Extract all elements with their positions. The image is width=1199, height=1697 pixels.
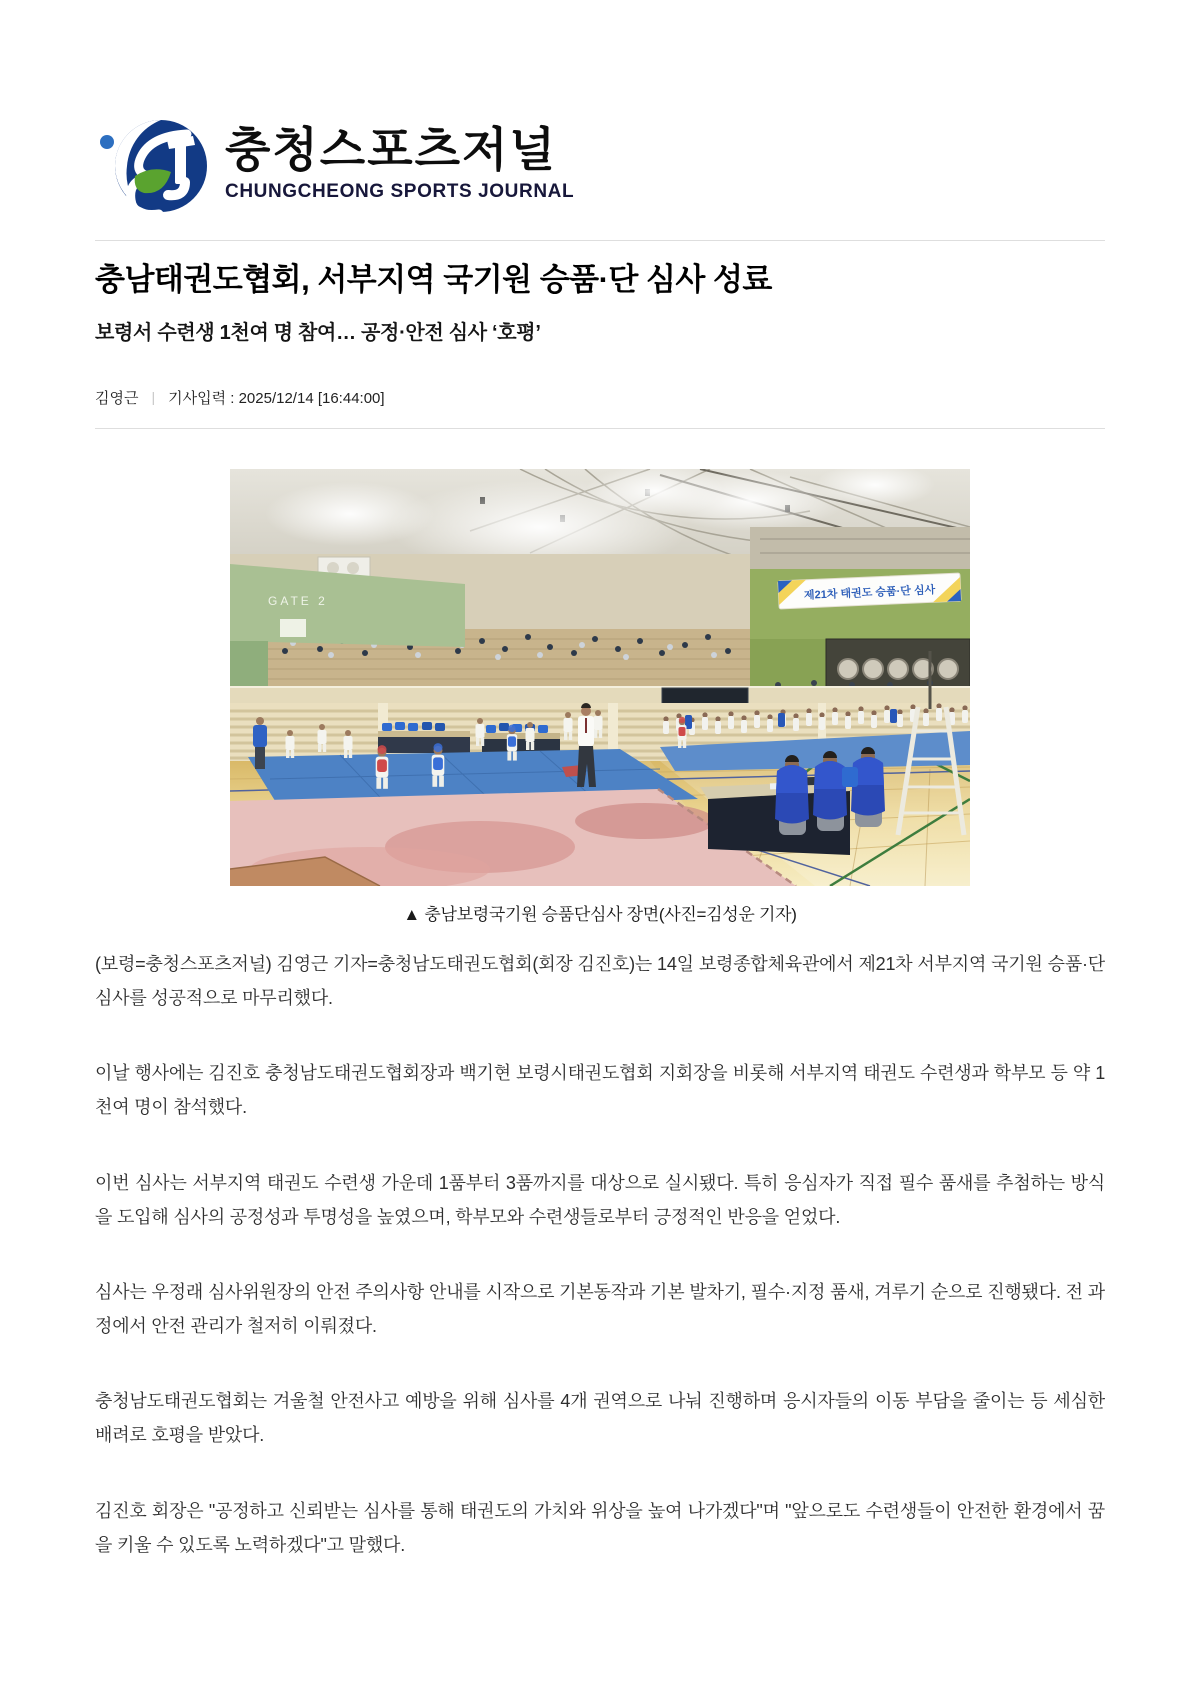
photo-caption: ▲ 충남보령국기원 승품단심사 장면(사진=김성운 기자) bbox=[403, 904, 797, 924]
sj-globe-logo-icon bbox=[95, 112, 217, 216]
article-paragraph: 이날 행사에는 김진호 충청남도태권도협회장과 백기현 보령시태권도협회 지회장을 비롯해 서부지역 태권도 수련생과 학부모 등 약 1천여 명이 참석했다. bbox=[95, 1063, 1105, 1118]
gymnasium-photo bbox=[230, 469, 970, 886]
byline-date: 기사입력 : 2025/12/14 [16:44:00] bbox=[168, 389, 385, 407]
article-paragraph: 이번 심사는 서부지역 태권도 수련생 가운데 1품부터 3품까지를 대상으로 실시됐다. 특히 응심자가 직접 필수 품새를 추첨하는 방식을 도입해 심사의 공정성과 투명성을 높였으며, 학부모와 수련생들로부터 긍정적인 반응을 얻었다. bbox=[95, 1172, 1105, 1227]
article-subtitle: 보령서 수련생 1천여 명 참여… 공정·안전 심사 ‘호평’ bbox=[95, 321, 541, 344]
article-title: 충남태권도협회, 서부지역 국기원 승품·단 심사 성료 bbox=[95, 262, 772, 297]
photo-right-wall bbox=[750, 569, 970, 704]
byline-separator: | bbox=[151, 389, 156, 406]
banner-text: 제21차 태권도 승품·단 심사 bbox=[803, 583, 936, 602]
byline bbox=[95, 387, 1105, 408]
article-photo bbox=[230, 469, 970, 925]
logo-korean-title: 충청스포츠저널 bbox=[225, 122, 557, 176]
article-paragraph: 심사는 우정래 심사위원장의 안전 주의사항 안내를 시작으로 기본동작과 기본 발차기, 필수·지정 품새, 겨루기 순으로 진행됐다. 전 과정에서 안전 관리가 철저히 이뤄졌다. bbox=[95, 1281, 1105, 1337]
gate-label: GATE 2 bbox=[268, 593, 328, 608]
article-paragraph: 김진호 회장은 "공정하고 신뢰받는 심사를 통해 태권도의 가치와 위상을 높여 나가겠다"며 "앞으로도 수련생들이 안전한 환경에서 꿈을 키울 수 있도록 노력하겠다"고 말했다. bbox=[95, 1500, 1105, 1555]
article-body bbox=[95, 947, 1105, 1562]
site-logo-link[interactable] bbox=[95, 112, 574, 216]
gymnasium-photo-illustration bbox=[230, 469, 970, 886]
logo-text bbox=[225, 122, 575, 203]
header-divider bbox=[95, 240, 1105, 241]
article-paragraph: (보령=충청스포츠저널) 김영근 기자=충청남도태권도협회(회장 김진호)는 14일 보령종합체육관에서 제21차 서부지역 국기원 승품·단 심사를 성공적으로 마무리했다. bbox=[95, 953, 1105, 1008]
site-header bbox=[95, 0, 1105, 216]
article-paragraph: 충청남도태권도협회는 겨울철 안전사고 예방을 위해 심사를 4개 권역으로 나눠 진행하며 응시자들의 이동 부담을 줄이는 등 세심한 배려로 호평을 받았다. bbox=[95, 1391, 1105, 1446]
byline-divider bbox=[95, 428, 1105, 429]
byline-author: 김영근 bbox=[95, 389, 139, 407]
logo-english-title: CHUNGCHEONG SPORTS JOURNAL bbox=[225, 181, 575, 203]
